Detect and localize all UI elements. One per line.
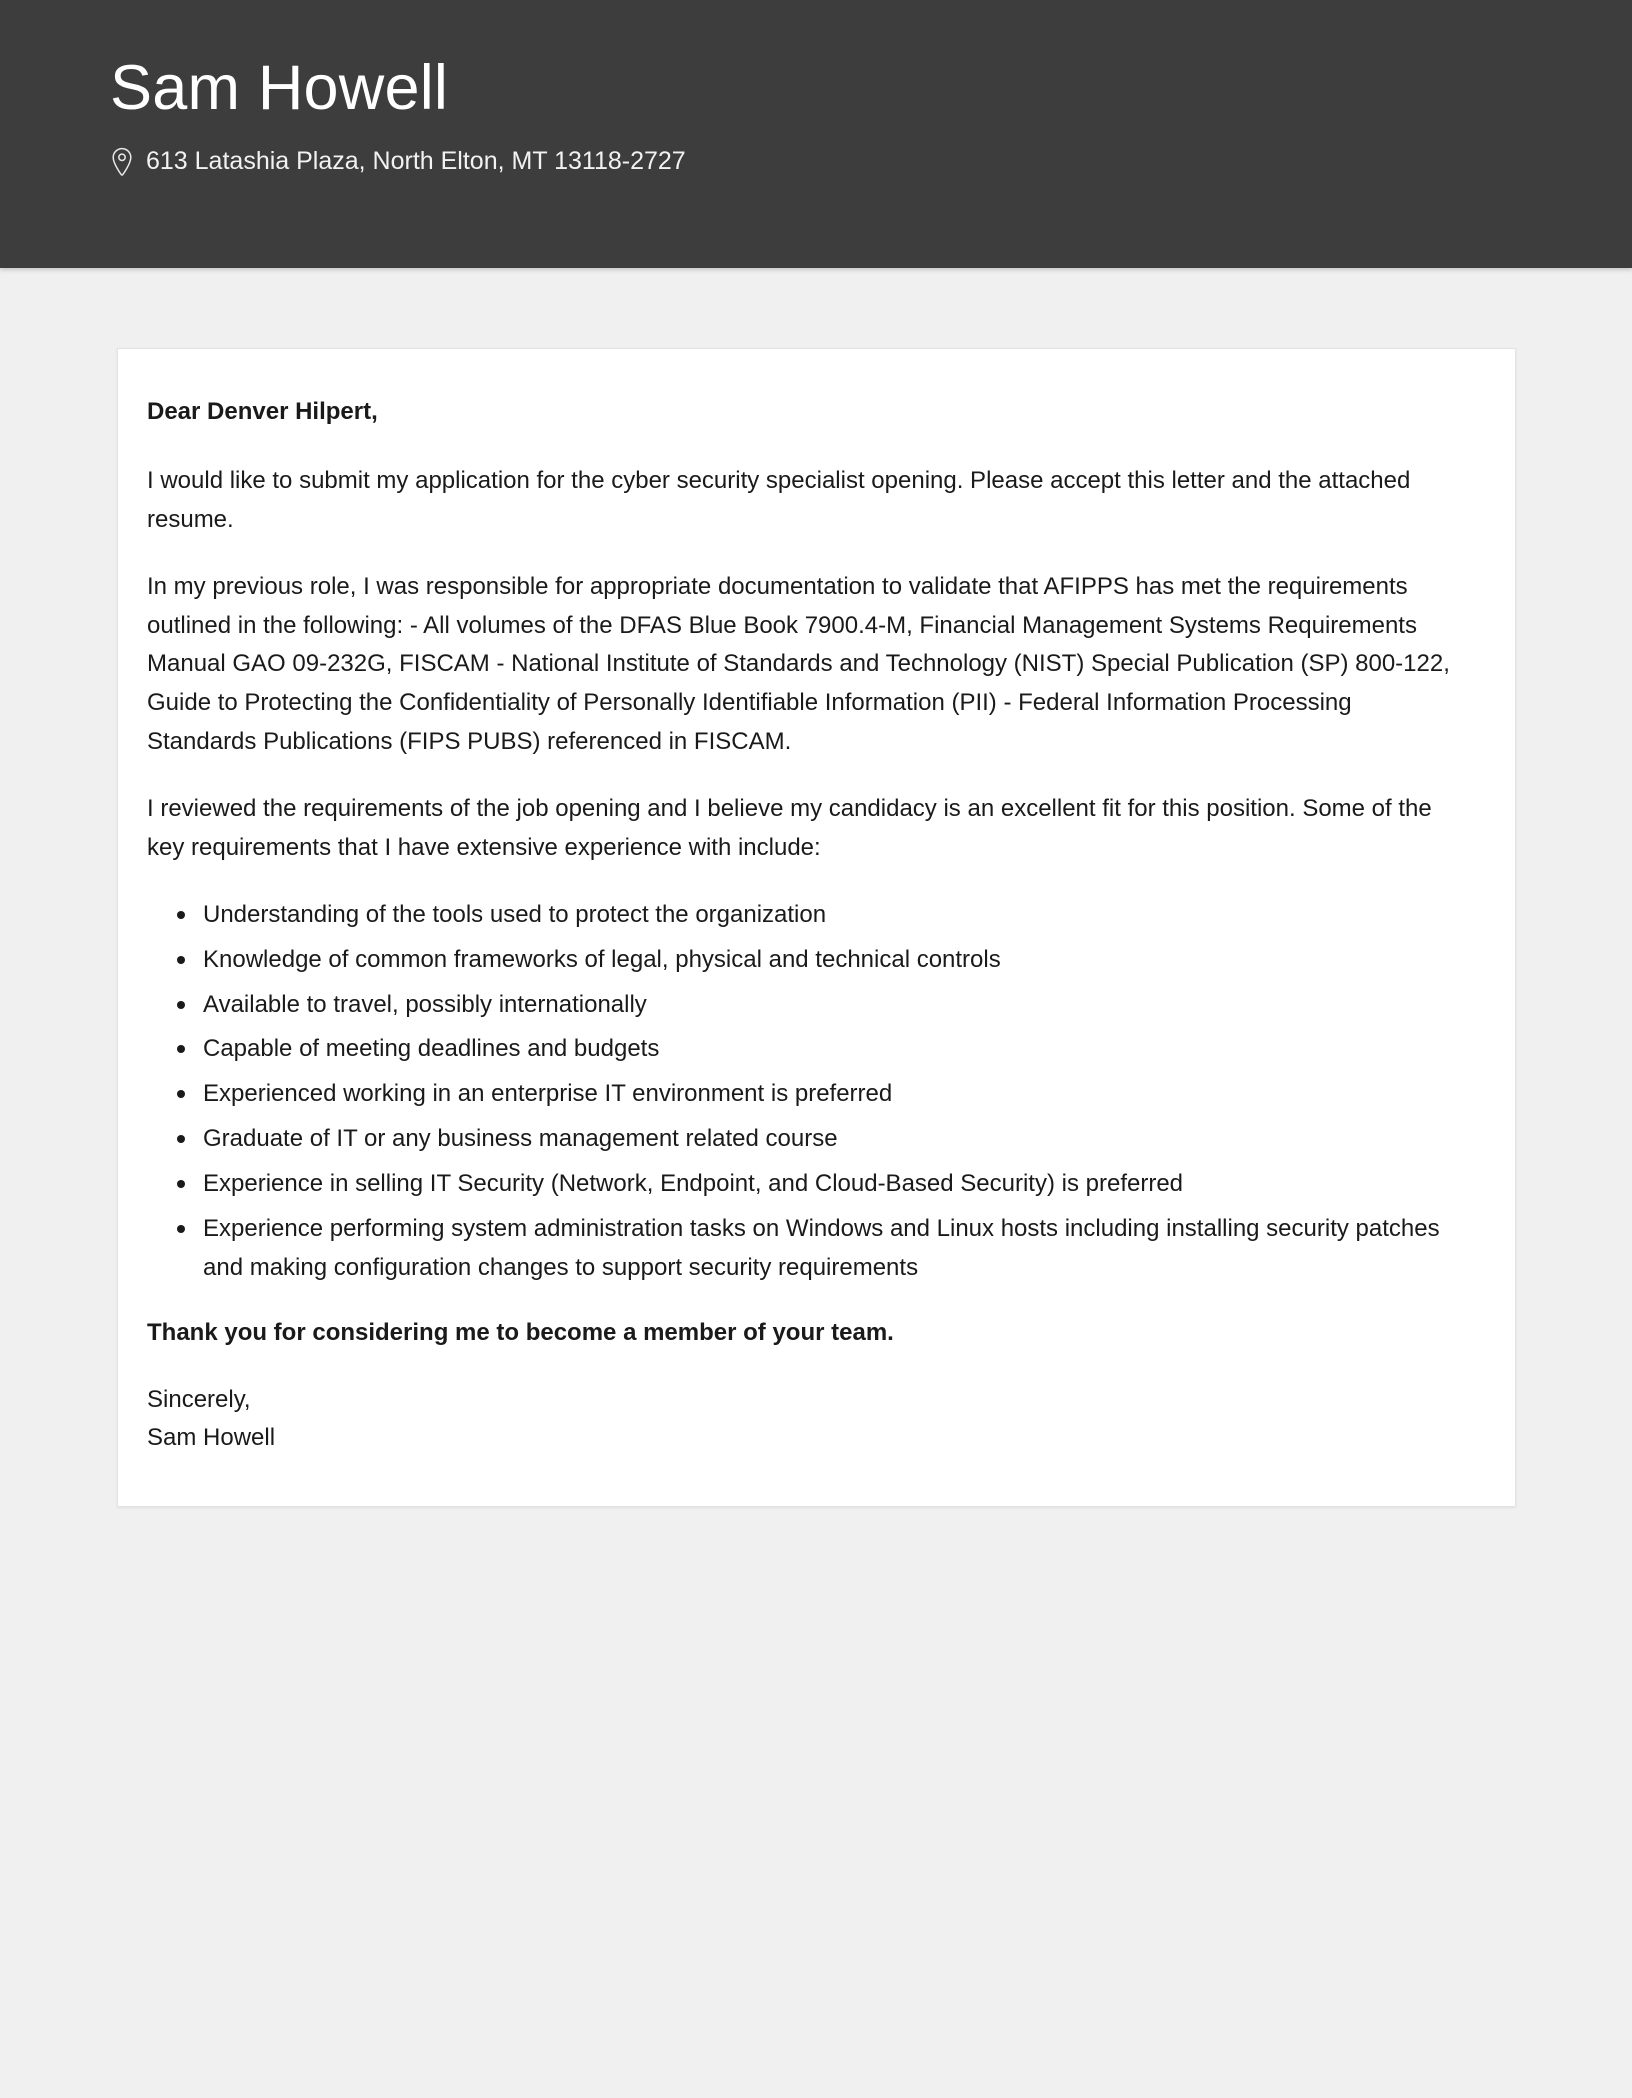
list-item: Knowledge of common frameworks of legal, physical and technical controls bbox=[203, 941, 1459, 980]
page-title: Sam Howell bbox=[110, 53, 449, 123]
list-item: Experience performing system administration tasks on Windows and Linux hosts including installing security patches and making configuration changes to support security requirements bbox=[203, 1210, 1459, 1288]
document-header bbox=[0, 0, 1632, 268]
closing-thanks: Thank you for considering me to become a member of your team. bbox=[147, 1318, 894, 1346]
list-item: Understanding of the tools used to protect the organization bbox=[203, 896, 1459, 935]
signoff-valediction: Sincerely, bbox=[147, 1385, 251, 1413]
list-item: Experience in selling IT Security (Network, Endpoint, and Cloud-Based Security) is preferred bbox=[203, 1165, 1459, 1204]
location-pin-icon bbox=[110, 147, 146, 177]
list-item: Available to travel, possibly internationally bbox=[203, 986, 1459, 1025]
page-body bbox=[0, 268, 1632, 1507]
cover-letter-card bbox=[117, 348, 1516, 1507]
salutation: Dear Denver Hilpert, bbox=[147, 398, 378, 425]
list-item: Experienced working in an enterprise IT environment is preferred bbox=[203, 1075, 1459, 1114]
letter-content bbox=[147, 393, 1459, 1458]
qualifications-list bbox=[147, 896, 1459, 1288]
signoff bbox=[147, 1381, 1459, 1459]
address-text: 613 Latashia Plaza, North Elton, MT 13118-2727 bbox=[146, 147, 686, 176]
contact-row bbox=[110, 146, 1632, 177]
paragraph-intro: I would like to submit my application for the cyber security specialist opening. Please accept this letter and the attached resume. bbox=[147, 466, 1411, 533]
signoff-name: Sam Howell bbox=[147, 1424, 276, 1452]
list-item: Graduate of IT or any business management related course bbox=[203, 1120, 1459, 1159]
paragraph-requirements-intro: I reviewed the requirements of the job opening and I believe my candidacy is an excellent fit for this position. Some of the key requirements that I have extensive experience with include: bbox=[147, 795, 1432, 861]
list-item: Capable of meeting deadlines and budgets bbox=[203, 1030, 1459, 1069]
paragraph-experience: In my previous role, I was responsible for appropriate documentation to validate that AFIPPS has met the requirements outlined in the following: - All volumes of the DFAS Blue Book 7900.4-M, Financial Management Systems Requirements Manual GAO 09-232G, FISCAM - National Institute of Standards and Technology (NIST) Special Publication (SP) 800-122, Guide to Protecting the Confidentiality of Personally Identifiable Information (PII) - Federal Information Processing Standards Publications (FIPS PUBS) referenced in FISCAM. bbox=[147, 572, 1450, 756]
